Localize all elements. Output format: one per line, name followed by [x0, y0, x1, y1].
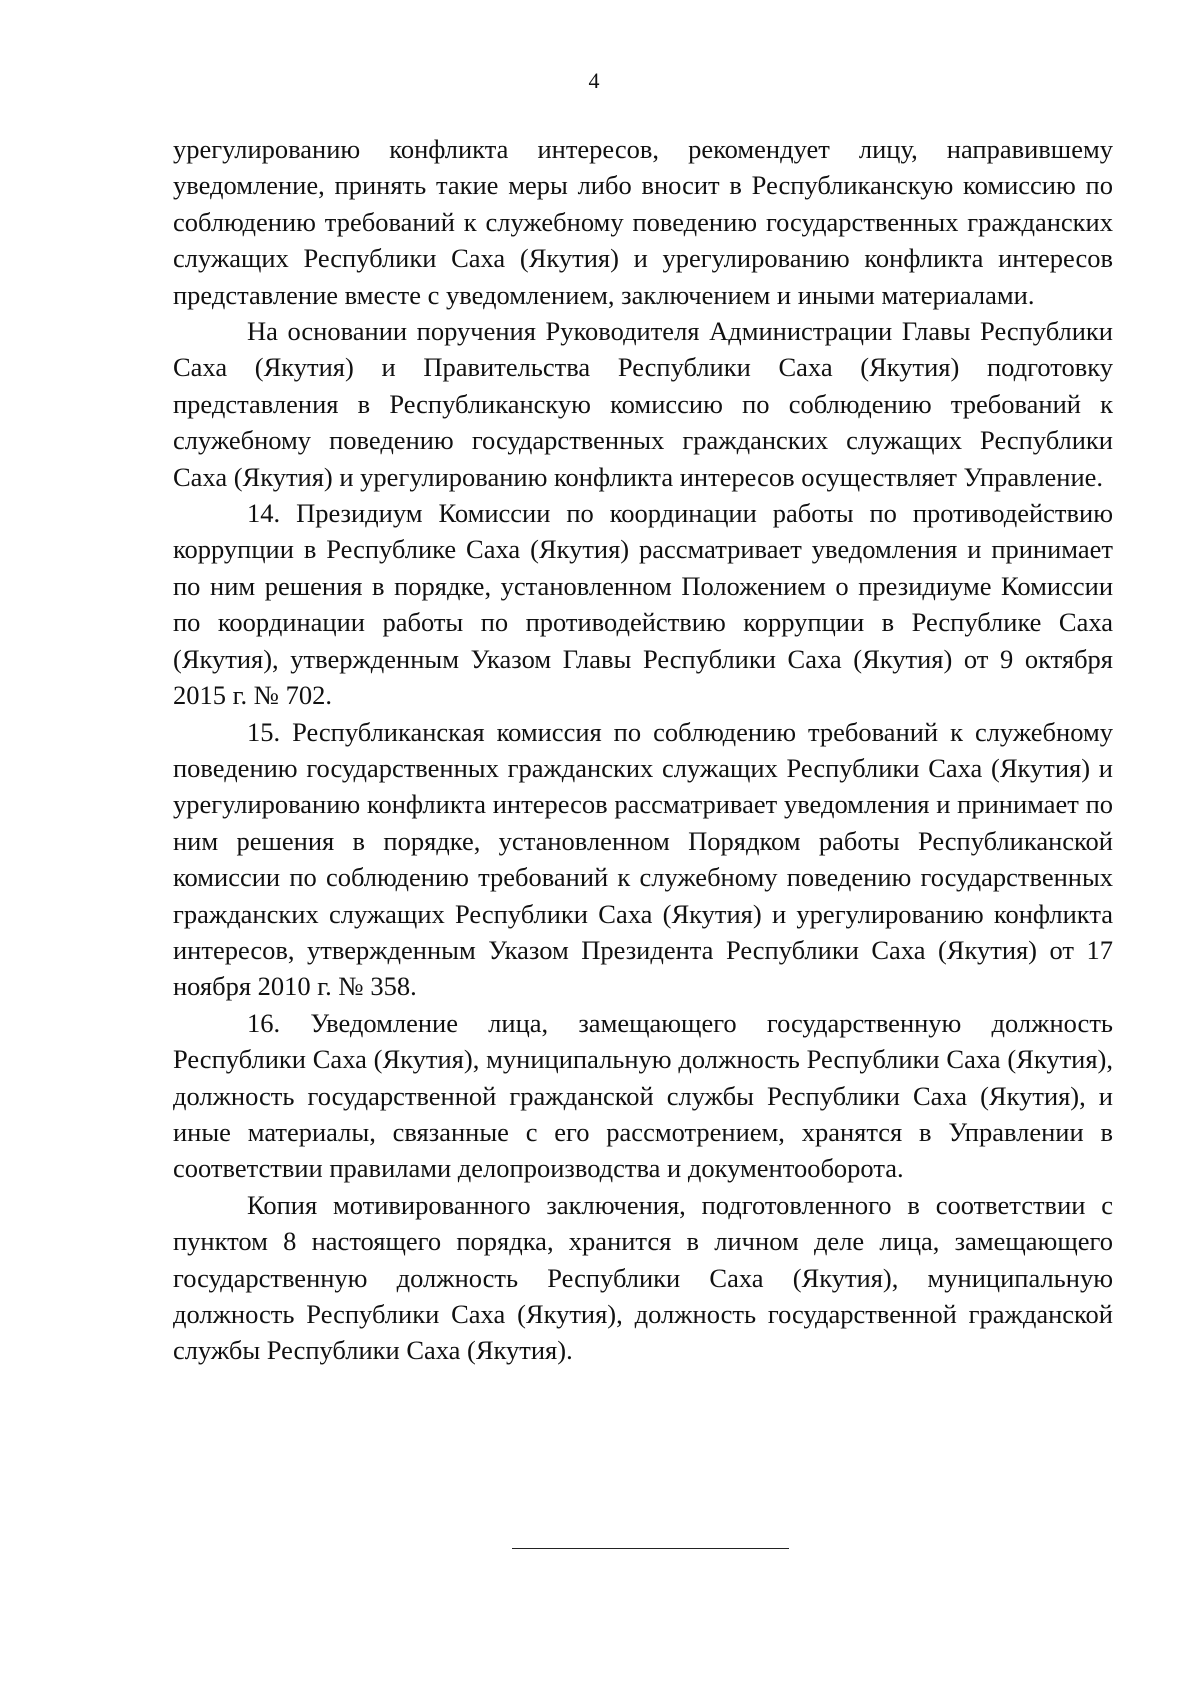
end-of-document-rule: [512, 1548, 789, 1549]
paragraph-continuation: урегулированию конфликта интересов, рекомендует лицу, направившему уведомление, принять такие меры либо вносит в Республиканскую комиссию по соблюдению требований к служебному поведению государственных гражданских служащих Республики Саха (Якутия) и урегулированию конфликта интересов представление вместе с уведомлением, заключением и иными материалами.: [173, 134, 1113, 310]
paragraph-preparation-of-submission: На основании поручения Руководителя Администрации Главы Республики Саха (Якутия) и Правительства Республики Саха (Якутия) подготовку представления в Республиканскую комиссию по соблюдению требований к служебному поведению государственных гражданских служащих Республики Саха (Якутия) и урегулированию конфликта интересов осуществляет Управление.: [173, 316, 1113, 492]
document-body: [173, 131, 1113, 1369]
paragraph-item-16: 16. Уведомление лица, замещающего государственную должность Республики Саха (Якутия), муниципальную должность Республики Саха (Якутия), должность государственной гражданской службы Республики Саха (Якутия), и иные материалы, связанные с его рассмотрением, хранятся в Управлении в соответствии правилами делопроизводства и документооборота.: [173, 1007, 1113, 1184]
paragraph-item-15: 15. Республиканская комиссия по соблюдению требований к служебному поведению государственных гражданских служащих Республики Саха (Якутия) и урегулированию конфликта интересов рассматривает уведомления и принимает по ним решения в порядке, установленном Порядком работы Республиканской комиссии по соблюдению требований к служебному поведению государственных гражданских служащих Республики Саха (Якутия) и урегулированию конфликта интересов, утвержденным Указом Президента Республики Саха (Якутия) от 17 ноября 2010 г. № 358.: [173, 716, 1113, 1002]
paragraph-copy-of-conclusion: Копия мотивированного заключения, подготовленного в соответствии с пунктом 8 настоящего порядка, хранится в личном деле лица, замещающего государственную должность Республики Саха (Якутия), муниципальную должность Республики Саха (Якутия), должность государственной гражданской службы Республики Саха (Якутия).: [173, 1189, 1113, 1366]
page-number: 4: [588, 68, 600, 93]
paragraph-item-14: 14. Президиум Комиссии по координации работы по противодействию коррупции в Республике Саха (Якутия) рассматривает уведомления и принимает по ним решения в порядке, установленном Положением о президиуме Комиссии по координации работы по противодействию коррупции в Республике Саха (Якутия), утвержденным Указом Главы Республики Саха (Якутия) от 9 октября 2015 г. № 702.: [173, 498, 1113, 711]
